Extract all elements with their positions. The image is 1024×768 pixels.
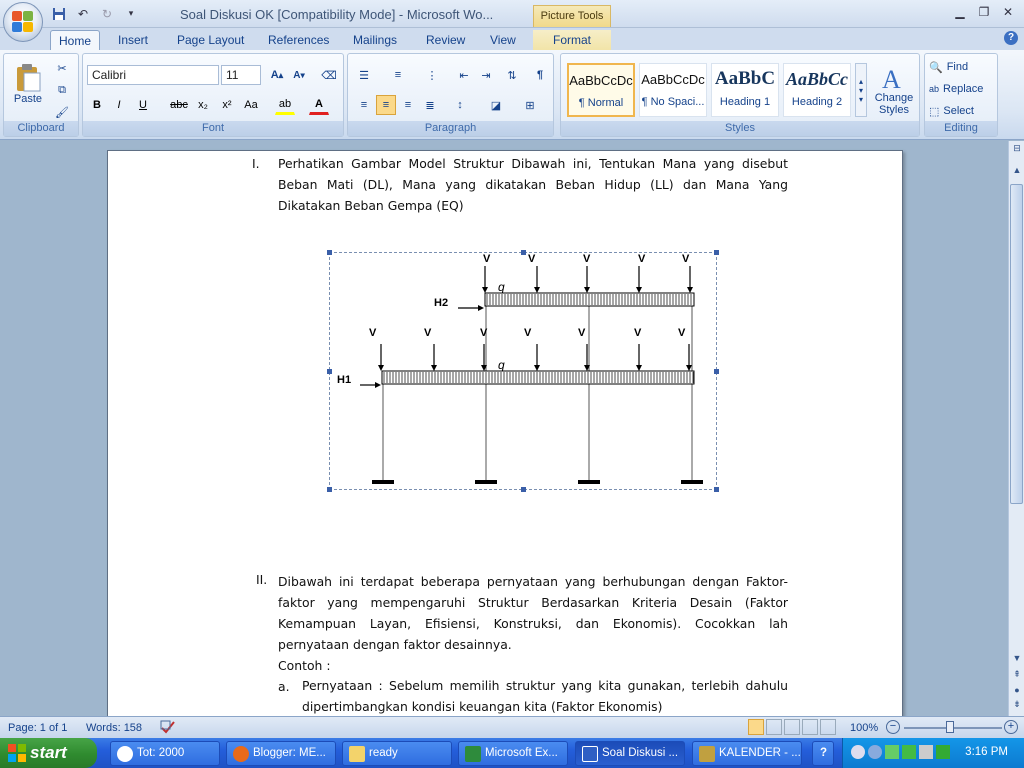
fixed-support-3	[578, 480, 600, 484]
find-label: Find	[946, 61, 969, 73]
task-excel[interactable]	[458, 741, 568, 766]
q2-number: II.	[256, 572, 268, 587]
tab-review[interactable]: Review	[426, 33, 466, 47]
outline-icon[interactable]	[802, 719, 818, 735]
page-count[interactable]: Page: 1 of 1	[8, 722, 68, 734]
editing-label: Editing	[925, 121, 997, 136]
task-label: KALENDER - ...	[719, 747, 801, 759]
structure-figure[interactable]	[329, 252, 717, 490]
highlight-icon[interactable]: ab	[275, 95, 295, 115]
style-heading-1-sample: AaBbC	[714, 68, 776, 89]
clipboard-group	[3, 53, 79, 137]
decrease-indent-icon[interactable]: ⇤	[459, 69, 469, 82]
resize-handle[interactable]	[714, 487, 719, 492]
next-page-icon[interactable]: ⇟	[1013, 699, 1021, 709]
resize-handle[interactable]	[521, 250, 526, 255]
zoom-slider-thumb[interactable]	[946, 721, 954, 733]
scroll-up-icon[interactable]: ▲	[1012, 165, 1022, 175]
tray-volume-icon[interactable]	[868, 745, 882, 759]
upper-load-label: V	[483, 253, 491, 265]
lower-load-label: V	[578, 327, 586, 339]
lower-load-label: V	[369, 327, 377, 339]
font-color-icon[interactable]: A	[309, 95, 329, 115]
clipboard-label: Clipboard	[4, 121, 78, 136]
upper-load-label: V	[528, 253, 536, 265]
tab-references[interactable]: References	[268, 33, 330, 47]
center-icon[interactable]: ≡	[376, 95, 396, 115]
select-label: Select	[943, 105, 974, 117]
tab-format[interactable]: Format	[533, 30, 611, 50]
resize-handle[interactable]	[714, 369, 719, 374]
browse-object-icon[interactable]: ●	[1014, 685, 1020, 695]
task-soal-diskusi[interactable]	[575, 741, 685, 766]
word-icon	[582, 746, 598, 762]
upper-load-arrow-head	[636, 287, 642, 293]
svg-text:A: A	[882, 65, 901, 92]
help-icon[interactable]: ?	[1004, 31, 1018, 45]
shading-icon[interactable]: ◪	[490, 99, 502, 112]
h1-arrow-head	[375, 382, 381, 388]
fixed-support-4	[681, 480, 703, 484]
word-count[interactable]: Words: 158	[86, 722, 143, 734]
multilevel-list-icon[interactable]: ⋮	[426, 69, 438, 82]
tab-page-layout[interactable]: Page Layout	[177, 33, 245, 47]
document-page[interactable]	[107, 150, 903, 716]
change-styles-icon	[880, 64, 908, 92]
tab-insert[interactable]: Insert	[118, 33, 149, 47]
customize-qat-icon[interactable]: ▾	[128, 8, 134, 18]
web-layout-icon[interactable]	[784, 719, 800, 735]
resize-handle[interactable]	[327, 487, 332, 492]
subscript-icon[interactable]: x₂	[198, 99, 208, 111]
task-label: ready	[369, 747, 398, 759]
font-group	[82, 53, 344, 137]
bold-icon[interactable]: B	[93, 99, 101, 111]
picture-tools-label: Picture Tools	[533, 5, 611, 27]
lower-load-arrow-head	[378, 365, 384, 371]
change-case-icon[interactable]: Aa	[244, 99, 258, 111]
style-heading-2[interactable]	[783, 63, 851, 117]
scroll-thumb[interactable]	[1010, 184, 1023, 504]
clock[interactable]: 3:16 PM	[965, 746, 1008, 758]
windows-logo-icon	[7, 743, 27, 763]
lower-load-arrow-head	[636, 365, 642, 371]
styles-label: Styles	[561, 121, 919, 136]
proofing-icon[interactable]	[160, 719, 176, 738]
task-ready[interactable]	[342, 741, 452, 766]
firefox-icon	[233, 746, 249, 762]
paste-icon	[14, 63, 42, 93]
title-bar	[0, 0, 1024, 28]
align-right-icon[interactable]: ≡	[404, 99, 412, 111]
task-label: Soal Diskusi ...	[602, 747, 679, 759]
window-controls	[950, 4, 1018, 20]
paragraph-label: Paragraph	[348, 121, 553, 136]
lower-load-label: V	[634, 327, 642, 339]
task-blogger[interactable]	[226, 741, 336, 766]
find-icon: 🔍	[929, 61, 943, 74]
editing-group	[924, 53, 998, 137]
excel-icon	[465, 746, 481, 762]
minimize-icon[interactable]: ▁	[955, 5, 965, 19]
increase-indent-icon[interactable]: ⇥	[481, 69, 491, 82]
task-label: Tot: 2000	[137, 747, 185, 759]
clock-app-icon	[117, 746, 133, 762]
q1-number: I.	[252, 156, 260, 171]
upper-load-label: V	[583, 253, 591, 265]
select-icon: ⬚	[929, 105, 940, 118]
lower-load-label: V	[480, 327, 488, 339]
fixed-support-1	[372, 480, 394, 484]
window-title: Soal Diskusi OK [Compatibility Mode] - Microsoft Wo...	[180, 7, 494, 22]
style-normal-sample: AaBbCcDc	[569, 73, 633, 88]
tray-app-icon[interactable]	[902, 745, 916, 759]
italic-icon[interactable]: I	[117, 99, 121, 111]
line-spacing-icon[interactable]: ↕	[457, 99, 463, 111]
replace-icon: ab	[929, 84, 940, 94]
office-logo-icon	[12, 11, 34, 33]
styles-scroll[interactable]: ▴ ▾ ▾	[855, 63, 867, 117]
upper-load-label: V	[638, 253, 646, 265]
bullets-icon[interactable]: ☰	[359, 69, 369, 82]
upper-load-arrow-head	[482, 287, 488, 293]
full-screen-reading-icon[interactable]	[766, 719, 782, 735]
lower-load-label: V	[424, 327, 432, 339]
view-buttons	[748, 719, 836, 735]
task-label: Microsoft Ex...	[485, 747, 558, 759]
quick-access-toolbar	[50, 5, 140, 22]
resize-handle[interactable]	[327, 369, 332, 374]
ruler-toggle-icon[interactable]: ⊟	[1013, 143, 1021, 153]
office-button[interactable]	[3, 2, 43, 42]
resize-handle[interactable]	[714, 250, 719, 255]
shrink-font-icon[interactable]: A ▾	[293, 69, 305, 81]
ribbon-tabs	[0, 28, 1024, 50]
restore-icon[interactable]: ❐	[978, 5, 990, 19]
status-bar	[0, 716, 1024, 738]
style-heading-2-sample: AaBbCc	[785, 69, 848, 89]
style-heading-2-name: Heading 2	[791, 96, 843, 108]
h2-arrow-head	[478, 305, 484, 311]
justify-icon[interactable]: ≣	[425, 99, 435, 112]
draft-icon[interactable]	[820, 719, 836, 735]
scroll-down-icon[interactable]: ▼	[1012, 653, 1022, 663]
upper-load-label: V	[682, 253, 690, 265]
paste-label: Paste	[13, 93, 43, 105]
print-layout-icon[interactable]	[748, 719, 764, 735]
q1-text[interactable]: Perhatikan Gambar Model Struktur Dibawah ini, Tentukan Mana yang disebut Beban Mati (DL), Mana yang dikatakan Beban Hidup (LL) dan Mana Yang Dikatakan Beban Gempa (EQ)	[278, 156, 788, 213]
numbering-icon[interactable]: ≡	[394, 69, 402, 81]
select-button[interactable]	[929, 102, 974, 120]
h2-label: H2	[434, 297, 449, 309]
tray-network-icon[interactable]	[851, 745, 865, 759]
align-left-icon[interactable]: ≡	[360, 99, 368, 111]
start-label: start	[30, 743, 67, 762]
document-area	[0, 141, 1008, 716]
font-label: Font	[83, 121, 343, 136]
format-painter-icon[interactable]: 🖌	[55, 106, 69, 119]
styles-group	[560, 53, 920, 137]
upper-load-arrow-head	[584, 287, 590, 293]
tray-icons	[851, 745, 950, 759]
previous-page-icon[interactable]: ⇞	[1013, 669, 1021, 679]
task-label: Blogger: ME...	[253, 747, 326, 759]
font-size-combo[interactable]: 11	[221, 65, 261, 85]
borders-icon[interactable]: ⊞	[525, 99, 535, 112]
system-tray	[842, 738, 1024, 768]
redo-icon[interactable]: ↻	[101, 6, 113, 21]
show-formatting-icon[interactable]: ¶	[536, 69, 544, 81]
upper-load-arrow-head	[687, 287, 693, 293]
upper-q-label: q	[498, 280, 505, 294]
underline-icon[interactable]: U	[139, 99, 147, 111]
zoom-level[interactable]: 100%	[850, 722, 879, 734]
paste-button[interactable]	[10, 58, 46, 110]
upper-beam	[485, 293, 694, 306]
style-normal-name: ¶ Normal	[578, 97, 624, 109]
tab-mailings[interactable]: Mailings	[353, 33, 398, 47]
tab-view[interactable]: View	[490, 33, 516, 47]
fixed-support-2	[475, 480, 497, 484]
task-tot-2000[interactable]	[110, 741, 220, 766]
item-a-number: a.	[278, 679, 290, 694]
superscript-icon[interactable]: x²	[222, 99, 232, 111]
task-kalender[interactable]	[692, 741, 802, 766]
tray-app-icon[interactable]	[936, 745, 950, 759]
taskbar	[0, 738, 1024, 768]
paragraph-group	[347, 53, 554, 137]
replace-label: Replace	[943, 83, 984, 95]
save-icon[interactable]	[50, 5, 68, 22]
clear-formatting-icon[interactable]: ⌫	[321, 69, 337, 82]
grow-font-icon[interactable]: A ▴	[270, 69, 284, 81]
q2-text[interactable]: Dibawah ini terdapat beberapa pernyataan yang berhubungan dengan Faktor-faktor yang mempengaruhi Struktur Berdasarkan Kriteria Desain (Faktor Kemampuan Layan, Efisiensi, Konstruksi, dan Ekonomis). Cocokkan lah pernyataan dengan faktor desainnya.	[278, 574, 788, 652]
font-name-combo[interactable]: Calibri	[87, 65, 219, 85]
lower-load-arrow-head	[431, 365, 437, 371]
style-no-spacing[interactable]	[639, 63, 707, 117]
item-a-text[interactable]: Pernyataan : Sebelum memilih struktur yang kita gunakan, terlebih dahulu dipertimbangkan kondisi keuangan kita (Faktor Ekonomis)	[302, 678, 788, 714]
style-no-spacing-sample: AaBbCcDc	[641, 72, 705, 87]
zoom-out-icon[interactable]: −	[886, 720, 900, 734]
ribbon	[0, 50, 1024, 140]
h1-label: H1	[337, 374, 352, 386]
zoom-in-icon[interactable]: +	[1004, 720, 1018, 734]
resize-handle[interactable]	[327, 250, 332, 255]
tray-app-icon[interactable]	[885, 745, 899, 759]
style-normal[interactable]	[567, 63, 635, 117]
style-heading-1[interactable]	[711, 63, 779, 117]
lower-load-arrow-head	[534, 365, 540, 371]
find-button[interactable]	[929, 58, 968, 76]
replace-button[interactable]	[929, 80, 983, 98]
style-no-spacing-name: ¶ No Spaci...	[641, 96, 705, 108]
change-styles-label: Change Styles	[874, 92, 914, 116]
lower-load-label: V	[524, 327, 532, 339]
close-icon[interactable]: ✕	[1002, 5, 1014, 19]
lower-q-label: q	[498, 358, 505, 372]
structure-drawing	[330, 253, 718, 491]
lower-load-label: V	[678, 327, 686, 339]
strikethrough-icon[interactable]: abc	[170, 99, 188, 111]
taskbar-help-icon[interactable]: ?	[812, 741, 834, 766]
tray-app-icon[interactable]	[919, 745, 933, 759]
resize-handle[interactable]	[521, 487, 526, 492]
example-label[interactable]: Contoh :	[278, 658, 331, 673]
cut-icon[interactable]: ✂	[57, 62, 67, 75]
folder-icon	[349, 746, 365, 762]
lower-load-arrow-head	[686, 365, 692, 371]
style-heading-1-name: Heading 1	[719, 96, 771, 108]
copy-icon[interactable]: ⧉	[58, 83, 66, 96]
vertical-scrollbar[interactable]	[1008, 141, 1024, 716]
upper-load-arrow-head	[534, 287, 540, 293]
change-styles-button[interactable]	[871, 60, 917, 120]
undo-icon[interactable]: ↶	[77, 6, 89, 21]
tab-home[interactable]: Home	[50, 30, 100, 50]
sort-icon[interactable]: ⇅	[507, 69, 517, 82]
start-button[interactable]	[0, 738, 97, 768]
app-icon	[699, 746, 715, 762]
